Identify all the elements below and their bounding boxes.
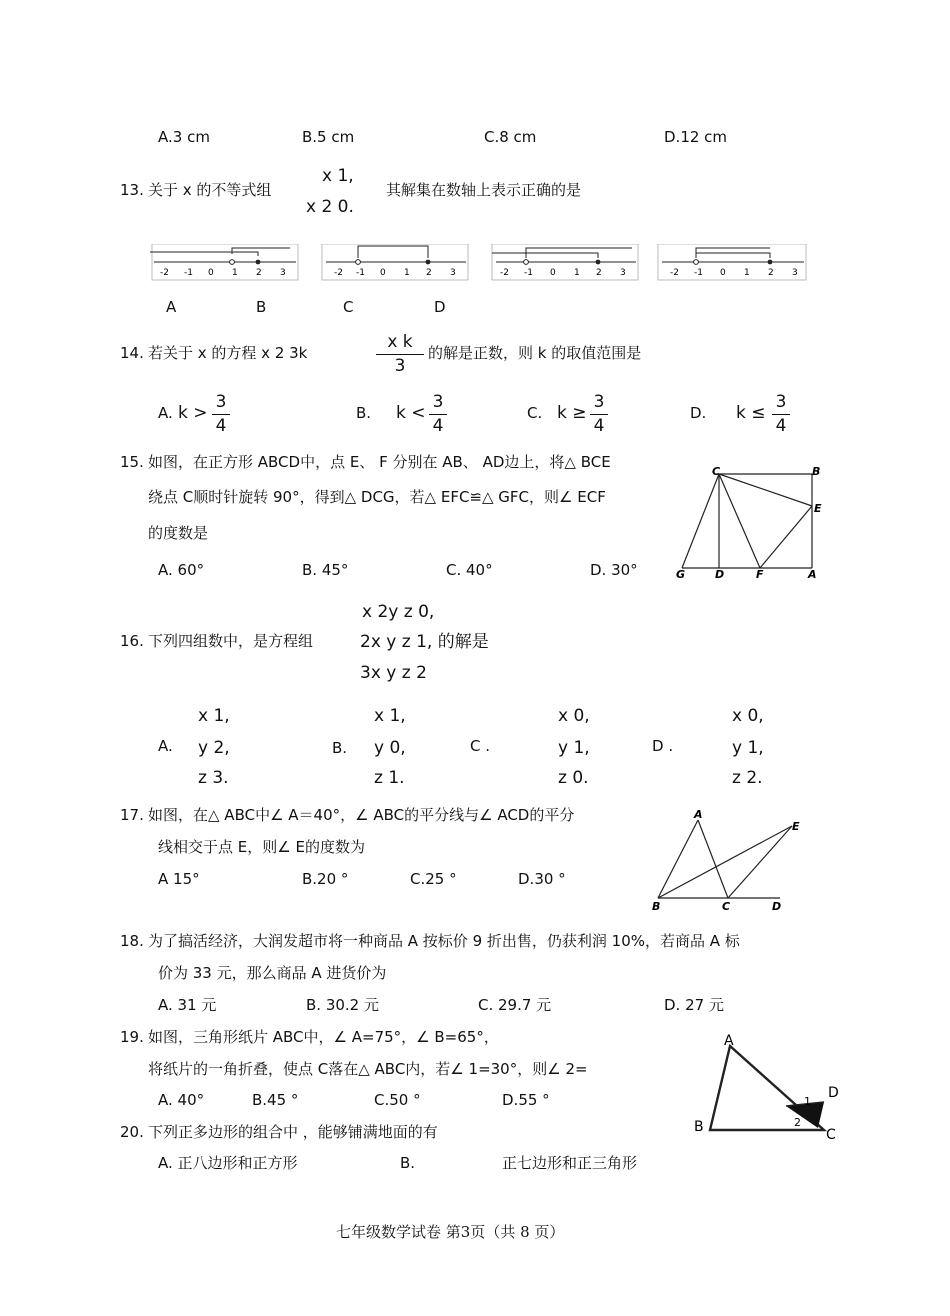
q19-number: 19. — [120, 1028, 144, 1046]
q14-number: 14. — [120, 344, 144, 362]
q14-option-a-den: 4 — [215, 416, 227, 436]
svg-text:3: 3 — [792, 268, 798, 278]
q14-option-b-rel: k < — [396, 403, 426, 423]
q17-figure — [650, 806, 806, 914]
svg-text:-1: -1 — [524, 268, 533, 278]
q14-option-c-label: C. — [527, 404, 543, 422]
q17-option-b: B.20 ° — [302, 870, 349, 888]
q14-option-d-rel: k ≤ — [736, 403, 766, 423]
q17-line1: 如图，在△ ABC中∠ A＝40°，∠ ABC的平分线与∠ ACD的平分 — [148, 806, 575, 824]
q18-option-d: D. 27 元 — [664, 996, 724, 1014]
q19-label-2: 2 — [794, 1116, 801, 1129]
svg-text:-1: -1 — [184, 268, 193, 278]
q19-label-1: 1 — [804, 1095, 811, 1108]
q19-option-c: C.50 ° — [374, 1091, 421, 1109]
svg-text:3: 3 — [280, 268, 286, 278]
q12-option-d: D.12 cm — [664, 128, 728, 146]
svg-text:2: 2 — [768, 268, 774, 278]
q16-system-line3: 3x y z 2 — [360, 663, 427, 683]
svg-text:2: 2 — [426, 268, 432, 278]
q16-option-d-label: D . — [652, 737, 674, 755]
q16-option-d-z: z 2. — [732, 768, 763, 788]
q15-label-a: A — [808, 568, 817, 580]
q20-option-a: A. 正八边形和正方形 — [158, 1154, 298, 1172]
q15-number: 15. — [120, 453, 144, 471]
q19-option-d: D.55 ° — [502, 1091, 550, 1109]
svg-text:1: 1 — [744, 268, 750, 278]
q14-option-c-den: 4 — [593, 416, 605, 436]
svg-text:3: 3 — [450, 268, 456, 278]
q18-option-b: B. 30.2 元 — [306, 996, 379, 1014]
q17-number: 17. — [120, 806, 144, 824]
svg-text:3: 3 — [620, 268, 626, 278]
q13-choice-b: B — [256, 298, 267, 316]
q13-system-line2: x 2 0. — [306, 197, 354, 217]
q19-label-c: C — [826, 1127, 836, 1143]
q16-option-b-z: z 1. — [374, 768, 405, 788]
q16-option-c-z: z 0. — [558, 768, 589, 788]
q14-option-a-num: 3 — [215, 392, 227, 412]
q20-number: 20. — [120, 1123, 144, 1141]
q16-option-b-label: B. — [332, 739, 348, 757]
q19-label-d: D — [828, 1085, 839, 1101]
q16-option-c-y: y 1, — [558, 738, 590, 758]
q19-line2: 将纸片的一角折叠，使点 C落在△ ABC内，若∠ 1=30°，则∠ 2= — [148, 1060, 588, 1078]
q17-label-d: D — [772, 900, 782, 913]
q16-option-a-label: A. — [158, 737, 173, 755]
q15-label-b: B — [812, 465, 821, 478]
q15-label-c: C — [712, 465, 721, 478]
q15-figure — [672, 462, 824, 580]
q16-option-a-x: x 1, — [198, 706, 230, 726]
q19-line1: 如图，三角形纸片 ABC中，∠ A=75°，∠ B=65°， — [148, 1028, 499, 1046]
q17-option-d: D.30 ° — [518, 870, 566, 888]
q14-text-b: 的解是正数，则 k 的取值范围是 — [428, 344, 642, 362]
q20-option-b-label: B. — [400, 1154, 416, 1172]
q14-option-c-num: 3 — [593, 392, 605, 412]
q16-option-d-x: x 0, — [732, 706, 764, 726]
q16-option-a-y: y 2, — [198, 738, 230, 758]
q17-label-e: E — [792, 820, 800, 833]
q19-label-a: A — [724, 1033, 734, 1049]
q13-choice-d: D — [434, 298, 446, 316]
q14-option-d-frac — [772, 394, 790, 435]
q18-line2: 价为 33 元，那么商品 A 进货价为 — [158, 964, 387, 982]
q17-option-a: A 15° — [158, 870, 200, 888]
q16-option-d-y: y 1, — [732, 738, 764, 758]
q18-line1: 为了搞活经济，大润发超市将一种商品 A 按标价 9 折出售，仍获利润 10%，若商品 A 标 — [148, 932, 740, 950]
q18-option-c: C. 29.7 元 — [478, 996, 552, 1014]
svg-text:1: 1 — [574, 268, 580, 278]
q14-option-b-den: 4 — [432, 416, 444, 436]
q14-option-b-label: B. — [356, 404, 372, 422]
q14-option-d-label: D. — [690, 404, 707, 422]
q15-label-g: G — [676, 568, 686, 580]
q15-label-f: F — [756, 568, 764, 580]
q18-option-a: A. 31 元 — [158, 996, 217, 1014]
q13-choice-c: C — [343, 298, 354, 316]
q13-number: 13. — [120, 181, 144, 199]
q14-option-a-label: A. — [158, 404, 173, 422]
q14-option-a-frac — [212, 394, 230, 435]
number-line-a — [150, 244, 298, 280]
q16-system-line1: x 2y z 0, — [362, 602, 435, 622]
q17-label-a: A — [694, 808, 703, 821]
q17-label-b: B — [652, 900, 661, 913]
number-line-b — [322, 244, 468, 280]
svg-text:1: 1 — [232, 268, 238, 278]
svg-text:0: 0 — [550, 268, 556, 278]
q19-label-b: B — [694, 1119, 704, 1135]
svg-text:2: 2 — [256, 268, 262, 278]
page-footer: 七年级数学试卷 第3页（共 8 页） — [336, 1223, 565, 1241]
q20-option-b-text: 正七边形和正三角形 — [502, 1154, 638, 1172]
svg-text:-2: -2 — [500, 268, 509, 278]
q19-option-b: B.45 ° — [252, 1091, 299, 1109]
q14-text-a: 若关于 x 的方程 x 2 3k — [148, 344, 308, 362]
q16-option-c-label: C . — [470, 737, 491, 755]
svg-text:-2: -2 — [160, 268, 169, 278]
q14-option-c-frac — [590, 394, 608, 435]
q17-option-c: C.25 ° — [410, 870, 457, 888]
q13-text-a: 关于 x 的不等式组 — [148, 181, 272, 199]
q20-text: 下列正多边形的组合中 ，能够铺满地面的有 — [148, 1123, 438, 1141]
q16-text: 下列四组数中，是方程组 — [148, 632, 314, 650]
number-line-d — [658, 244, 806, 280]
q17-label-c: C — [722, 900, 731, 913]
q16-option-a-z: z 3. — [198, 768, 229, 788]
q13-system-line1: x 1, — [322, 166, 354, 186]
svg-text:2: 2 — [596, 268, 602, 278]
q15-option-d: D. 30° — [590, 561, 638, 579]
svg-text:-1: -1 — [694, 268, 703, 278]
q16-system-line2: 2x y z 1, 的解是 — [360, 632, 489, 652]
q16-number: 16. — [120, 632, 144, 650]
svg-text:-1: -1 — [356, 268, 365, 278]
q14-option-c-rel: k ≥ — [557, 403, 587, 423]
svg-text:0: 0 — [720, 268, 726, 278]
q14-option-a-rel: k > — [178, 403, 208, 423]
q19-figure — [690, 1030, 850, 1146]
q19-option-a: A. 40° — [158, 1091, 205, 1109]
q12-option-c: C.8 cm — [484, 128, 537, 146]
svg-text:0: 0 — [208, 268, 214, 278]
q15-option-a: A. 60° — [158, 561, 205, 579]
q14-frac-numerator: x k — [387, 332, 413, 352]
q14-option-b-frac — [429, 394, 447, 435]
q15-option-c: C. 40° — [446, 561, 493, 579]
number-line-c — [492, 244, 638, 280]
q15-option-b: B. 45° — [302, 561, 349, 579]
q16-option-b-y: y 0, — [374, 738, 406, 758]
q14-option-d-den: 4 — [775, 416, 787, 436]
q15-line3: 的度数是 — [148, 524, 209, 542]
q14-option-d-num: 3 — [775, 392, 787, 412]
q15-line1: 如图，在正方形 ABCD中，点 E、 F 分别在 AB、 AD边上，将△ BCE — [148, 453, 611, 471]
q16-option-b-x: x 1, — [374, 706, 406, 726]
q14-option-b-num: 3 — [432, 392, 444, 412]
q17-line2: 线相交于点 E，则∠ E的度数为 — [158, 838, 365, 856]
q15-line2: 绕点 C顺时针旋转 90°，得到△ DCG，若△ EFC≌△ GFC，则∠ ECF — [148, 488, 606, 506]
q12-option-a: A.3 cm — [158, 128, 210, 146]
q14-fraction — [376, 334, 424, 375]
svg-text:1: 1 — [404, 268, 410, 278]
svg-text:-2: -2 — [670, 268, 679, 278]
q14-frac-denominator: 3 — [394, 356, 406, 376]
q13-text-b: 其解集在数轴上表示正确的是 — [386, 181, 582, 199]
q13-choice-a: A — [166, 298, 177, 316]
svg-text:-2: -2 — [334, 268, 343, 278]
q15-label-d: D — [715, 568, 725, 580]
svg-text:0: 0 — [380, 268, 386, 278]
q16-option-c-x: x 0, — [558, 706, 590, 726]
q18-number: 18. — [120, 932, 144, 950]
q13-number-lines — [150, 244, 810, 284]
q15-label-e: E — [814, 502, 822, 515]
q12-option-b: B.5 cm — [302, 128, 355, 146]
